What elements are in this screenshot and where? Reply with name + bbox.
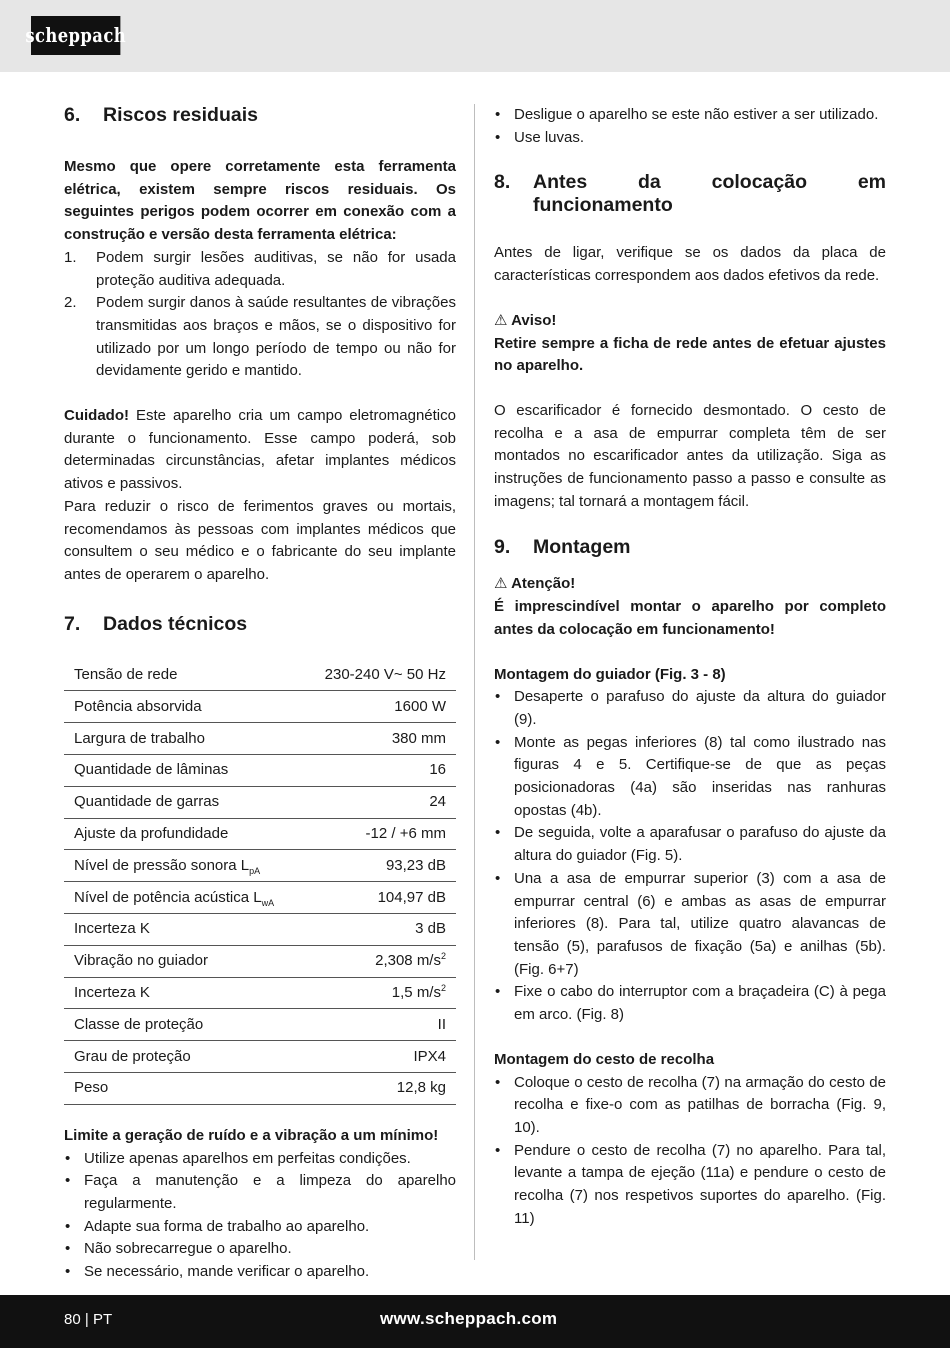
spec-value: 93,23 dB: [303, 850, 456, 882]
item-text: Coloque o cesto de recolha (7) na armação do cesto de recolha e fixe-o com as patilhas de borracha (Fig. 9, 10).: [514, 1073, 886, 1136]
page-header: [0, 0, 950, 72]
spec-label-cell: [64, 882, 303, 914]
item-number: 2.: [64, 294, 77, 312]
spec-value: IPX4: [303, 1041, 456, 1073]
bullet: •: [65, 1263, 71, 1281]
section-title: Antes da colocação em funcionamento: [533, 171, 886, 217]
spec-label: Tensão de rede: [64, 660, 303, 691]
table-row: [64, 691, 456, 723]
section-title: Dados técnicos: [103, 612, 248, 635]
spec-label: Quantidade de garras: [64, 786, 303, 818]
warning-label: Aviso!: [511, 311, 557, 329]
list-item: [494, 1072, 886, 1140]
delivery-note: O escarificador é fornecido desmontado. O cesto de recolha e a asa de empurrar completa têm de ser montados no escarificador antes da utilização. Siga as instruções de funcionamento passo a passo e consulte as imagens; tal tornará a montagem fácil.: [494, 401, 886, 510]
section-number: 8.: [494, 171, 511, 194]
spec-value: 2,308 m/s: [375, 952, 441, 970]
spec-value: II: [303, 1009, 456, 1041]
table-row: [64, 723, 456, 755]
spec-value: -12 / +6 mm: [303, 818, 456, 850]
section-number: 9.: [494, 536, 511, 559]
item-text: Desaperte o parafuso do ajuste da altura do guiador (9).: [514, 688, 886, 728]
spec-label: Potência absorvida: [64, 691, 303, 723]
section-title: Montagem: [533, 536, 631, 559]
list-item: [494, 686, 886, 731]
table-row: [64, 1041, 456, 1073]
item-text: Use luvas.: [514, 128, 585, 146]
attention-heading: [494, 573, 886, 596]
spec-value-superscript: 2: [440, 983, 446, 994]
table-row: [64, 1009, 456, 1041]
implant-advice: Para reduzir o risco de ferimentos graves ou mortais, recomendamos às pessoas com implantes médicos que consultem o seu médico e o fabricante do seu implante antes de operarem o aparelho.: [64, 497, 456, 583]
list-item: [64, 247, 456, 292]
page-footer: [0, 1295, 950, 1348]
handle-assembly-list: [494, 686, 886, 1027]
list-item: [64, 1170, 456, 1215]
spec-value: 380 mm: [303, 723, 456, 755]
list-item: [64, 1238, 456, 1261]
noise-limit-title: Limite a geração de ruído e a vibração a um mínimo!: [64, 1126, 439, 1144]
spec-label: Vibração no guiador: [64, 945, 303, 977]
spec-value-cell: [303, 945, 456, 977]
attention-label: Atenção!: [511, 575, 576, 593]
bullet: •: [495, 128, 501, 146]
caution-label: Cuidado!: [64, 407, 129, 425]
list-item: [494, 732, 886, 823]
list-item: [494, 868, 886, 982]
continued-list: [494, 104, 886, 149]
table-row: [64, 914, 456, 946]
spec-value: 104,97 dB: [303, 882, 456, 914]
item-number: 1.: [64, 248, 77, 266]
item-text: Podem surgir lesões auditivas, se não for usada proteção auditiva adequada.: [96, 248, 456, 289]
spec-value: 12,8 kg: [303, 1073, 456, 1105]
warning-icon: ⚠: [494, 311, 508, 329]
spec-label: Incerteza K: [64, 977, 303, 1009]
bullet: •: [65, 1172, 71, 1190]
spec-value: 230-240 V~ 50 Hz: [303, 660, 456, 691]
spec-label: Classe de proteção: [64, 1009, 303, 1041]
section-number: 7.: [64, 612, 81, 635]
spec-value-cell: [303, 977, 456, 1009]
spec-label-cell: [64, 850, 303, 882]
table-row: [64, 786, 456, 818]
section-8-heading: [494, 171, 886, 217]
table-row: [64, 977, 456, 1009]
item-text: Se necessário, mande verificar o aparelho.: [84, 1263, 370, 1281]
website-url: www.scheppach.com: [380, 1309, 558, 1328]
spec-value: 24: [303, 786, 456, 818]
spec-value: 3 dB: [303, 914, 456, 946]
spec-label: Nível de pressão sonora L: [74, 856, 250, 874]
item-text: Utilize apenas aparelhos em perfeitas condições.: [84, 1149, 411, 1167]
bullet: •: [65, 1149, 71, 1167]
bullet: •: [495, 1073, 501, 1091]
spec-label-subscript: pA: [249, 865, 261, 876]
page-indicator: [64, 1310, 112, 1330]
list-item: [64, 1148, 456, 1171]
warning-heading: [494, 310, 886, 333]
bullet: •: [495, 983, 501, 1001]
column-divider: [474, 104, 475, 1260]
item-text: Pendure o cesto de recolha (7) no aparelho. Para tal, levante a tampa de ejeção (11a) e pendure o cesto de recolha (7) nos respetivos suportes do aparelho. (Fig. 11): [514, 1141, 886, 1227]
spec-value: 16: [303, 755, 456, 787]
spec-value-superscript: 2: [440, 951, 446, 962]
item-text: De seguida, volte a aparafusar o parafuso do ajuste da altura do guiador (Fig. 5).: [514, 824, 886, 865]
warning-icon: ⚠: [494, 575, 508, 593]
noise-limit-list: [64, 1148, 456, 1284]
page-number: 80: [64, 1311, 81, 1328]
list-item: [494, 1140, 886, 1231]
item-text: Una a asa de empurrar superior (3) com a asa de empurrar central (6) e ambas as asas de empurrar inferiores (8). Para tal, utilize quatro alavancas de tensão (5), parafusos de fixação (5a) e anilhas (5b). (Fig. 6+7): [514, 869, 886, 978]
table-row: [64, 850, 456, 882]
table-row: [64, 882, 456, 914]
bullet: •: [495, 869, 501, 887]
handle-assembly-title: Montagem do guiador (Fig. 3 - 8): [494, 665, 726, 683]
item-text: Fixe o cabo do interruptor com a braçadeira (C) à pega em arco. (Fig. 8): [514, 983, 886, 1024]
item-text: Adapte sua forma de trabalho ao aparelho.: [84, 1217, 370, 1235]
basket-assembly-list: [494, 1072, 886, 1231]
caution-paragraph: [64, 405, 456, 496]
table-row: [64, 755, 456, 787]
spec-label: Incerteza K: [64, 914, 303, 946]
basket-assembly-title: Montagem do cesto de recolha: [494, 1050, 715, 1068]
language-code: PT: [92, 1311, 113, 1328]
spec-label-subscript: wA: [261, 897, 275, 908]
residual-risk-list: [64, 247, 456, 383]
item-text: Não sobrecarregue o aparelho.: [84, 1240, 292, 1258]
bullet: •: [495, 688, 501, 706]
table-row: [64, 660, 456, 691]
left-column: [64, 104, 456, 1284]
caution-text: Este aparelho cria um campo eletromagnético durante o funcionamento. Esse campo poderá, sob determinadas circunstâncias, afetar implantes médicos ativos e passivos.: [64, 407, 456, 493]
list-item: [494, 981, 886, 1026]
right-column: [494, 104, 886, 1230]
section-9-heading: [494, 536, 886, 559]
item-text: Desligue o aparelho se este não estiver a ser utilizado.: [514, 106, 879, 123]
residual-risk-intro: Mesmo que opere corretamente esta ferramenta elétrica, existem sempre riscos residuais. Os seguintes perigos podem ocorrer em conexão com a construção e versão desta ferramenta elétrica:: [64, 158, 456, 244]
item-text: Monte as pegas inferiores (8) tal como ilustrado nas figuras 4 e 5. Certifique-se de que as peças posicionadoras (4a) são inseridas nas ranhuras opostas (4b).: [514, 733, 886, 819]
bullet: •: [495, 824, 501, 842]
list-item: [494, 127, 886, 150]
table-row: [64, 945, 456, 977]
spec-value: 1,5 m/s: [391, 984, 441, 1002]
spec-label: Grau de proteção: [64, 1041, 303, 1073]
brand-logo: scheppach: [31, 16, 120, 55]
item-text: Podem surgir danos à saúde resultantes de vibrações transmitidas aos braços e mãos, se o dispositivo for utilizado por um longo período de tempo ou não for devidamente gerido e mantido.: [96, 294, 456, 380]
spec-value: 1600 W: [303, 691, 456, 723]
section-6-heading: [64, 104, 456, 127]
warning-text: Retire sempre a ficha de rede antes de efetuar ajustes no aparelho.: [494, 334, 886, 375]
item-text: Faça a manutenção e a limpeza do aparelho regularmente.: [84, 1172, 456, 1212]
bullet: •: [495, 1141, 501, 1159]
bullet: •: [495, 733, 501, 751]
rating-plate-check: Antes de ligar, verifique se os dados da placa de características correspondem aos dados efetivos da rede.: [494, 244, 886, 285]
spec-label: Largura de trabalho: [64, 723, 303, 755]
list-item: [64, 1216, 456, 1239]
bullet: •: [495, 106, 501, 123]
table-row: [64, 818, 456, 850]
footer-separator: |: [84, 1311, 89, 1328]
list-item: [64, 292, 456, 383]
spec-label: Nível de potência acústica L: [74, 888, 262, 906]
spec-label: Ajuste da profundidade: [64, 818, 303, 850]
list-item: [64, 1261, 456, 1284]
section-title: Riscos residuais: [103, 104, 258, 126]
technical-data-table: [64, 660, 456, 1105]
spec-label: Peso: [64, 1073, 303, 1105]
bullet: •: [65, 1240, 71, 1258]
section-number: 6.: [64, 104, 81, 126]
section-7-heading: [64, 613, 456, 636]
list-item: [494, 822, 886, 867]
list-item: [494, 104, 886, 127]
attention-text: É imprescindível montar o aparelho por completo antes da colocação em funcionamento!: [494, 598, 886, 638]
table-row: [64, 1073, 456, 1105]
bullet: •: [65, 1217, 71, 1235]
spec-label: Quantidade de lâminas: [64, 755, 303, 787]
